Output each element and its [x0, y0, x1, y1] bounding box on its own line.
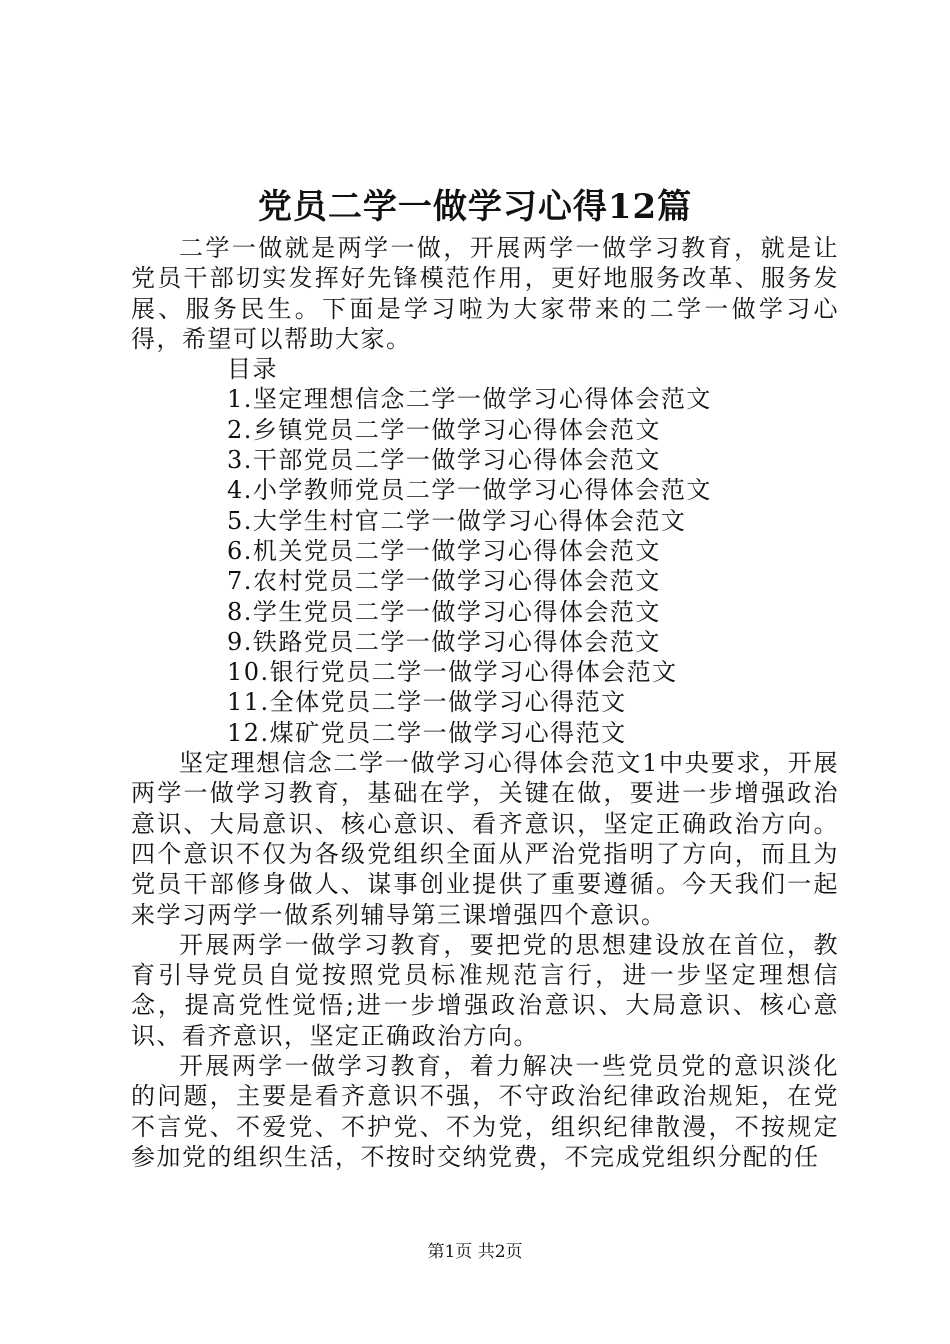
toc-item: 1.坚定理想信念二学一做学习心得体会范文: [227, 385, 712, 414]
document-body: [131, 233, 839, 1172]
intro-paragraph: 二学一做就是两学一做，开展两学一做学习教育，就是让党员干部切实发挥好先锋模范作用，更好地服务改革、服务发展、服务民生。下面是学习啦为大家带来的二学一做学习心得，希望可以帮助大家。: [131, 234, 839, 353]
toc-item: 5.大学生村官二学一做学习心得体会范文: [227, 506, 687, 535]
toc-item: 7.农村党员二学一做学习心得体会范文: [227, 567, 661, 596]
toc-item: 4.小学教师党员二学一做学习心得体会范文: [227, 476, 712, 505]
toc-item: 2.乡镇党员二学一做学习心得体会范文: [227, 415, 661, 444]
toc-item: 12.煤矿党员二学一做学习心得范文: [227, 718, 627, 747]
toc-item: 3.干部党员二学一做学习心得体会范文: [227, 446, 661, 475]
toc-title: 目录: [227, 355, 278, 384]
toc-item: 8.学生党员二学一做学习心得体会范文: [227, 597, 661, 626]
page-footer: 第1页 共2页: [427, 1242, 523, 1262]
toc-item: 6.机关党员二学一做学习心得体会范文: [227, 536, 661, 565]
toc-item: 10.银行党员二学一做学习心得体会范文: [227, 658, 678, 687]
body-paragraph: 坚定理想信念二学一做学习心得体会范文1中央要求，开展两学一做学习教育，基础在学，关键在做，要进一步增强政治意识、大局意识、核心意识、看齐意识，坚定正确政治方向。四个意识不仅为各级党组织全面从严治党指明了方向，而且为党员干部修身做人、谋事创业提供了重要遵循。今天我们一起来学习两学一做系列辅导第三课增强四个意识。: [131, 749, 839, 929]
table-of-contents: [131, 384, 839, 748]
body-paragraph: 开展两学一做学习教育，着力解决一些党员党的意识淡化的问题，主要是看齐意识不强，不守政治纪律政治规矩，在党不言党、不爱党、不护党、不为党，组织纪律散漫，不按规定参加党的组织生活，不按时交纳党费，不完成党组织分配的任: [131, 1052, 839, 1171]
toc-item: 9.铁路党员二学一做学习心得体会范文: [227, 627, 661, 656]
body-paragraph: 开展两学一做学习教育，要把党的思想建设放在首位，教育引导党员自觉按照党员标准规范言行，进一步坚定理想信念，提高党性觉悟;进一步增强政治意识、大局意识、核心意识、看齐意识，坚定正确政治方向。: [131, 930, 839, 1050]
document-title: 党员二学一做学习心得12篇: [257, 187, 693, 227]
toc-item: 11.全体党员二学一做学习心得范文: [227, 688, 627, 717]
